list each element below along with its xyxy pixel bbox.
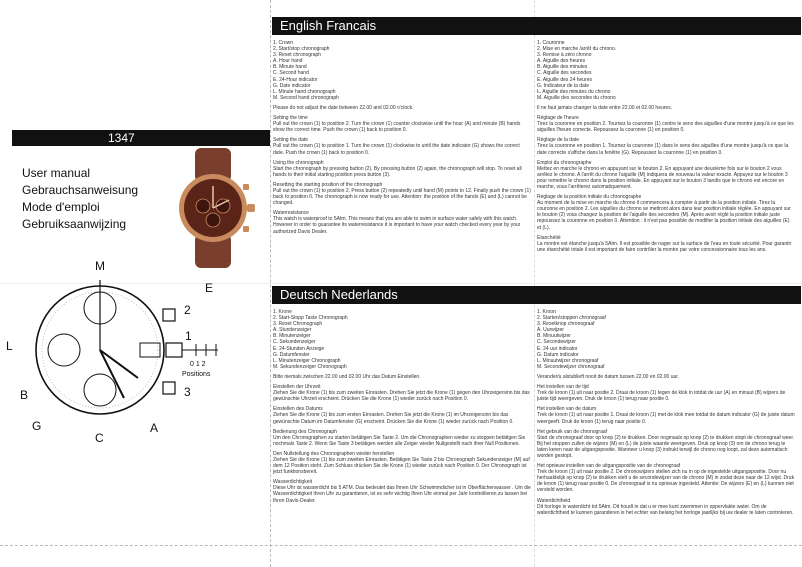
manual-language-item: User manual [22, 166, 91, 180]
cut-line-bottom [0, 545, 802, 546]
text-block: 1. Krone 2. Start-Stopp Taste Chronograph 3. Reset Chronograph A. Stundenzeiger B. Minutenzeiger C. Sekundenzeiger E. 24-Stunden Anzeige G. Datumfenster L. Minutenzeiger Chronograph M. Sekundenzeiger Chronograph [273, 309, 348, 370]
text-block: Emploi du chronographe Mettez en marche le chrono en appuyant sur le bouton 2. En appuyant une deuxième fois sur le bouton 2 vous arrêtez le chrono. A l'arrêt du chrono l'aiguille (M) indiquera de nouveau la valeur exacte. Appuyez sur le bouton 3 pour remettre le chrono dans la position initiale. En appuyant sur le bouton 3 tandis que le chrono est encore en marche, vous l'arrêterez automatiquement. [537, 159, 788, 190]
diagram-label: 3 [184, 385, 191, 399]
text-block: Waterresistance This watch is waterproof to 5Atm. This means that you are able to swim in surface water safely with this watch. However in order to guarantee its waterresistance it is important to have your watch checked every year by your authorized Davis Dealer. [273, 210, 521, 235]
text-block: Réglage de la date Tirez la couronne en position 1. Tournez la couronne (1) dans le sens des aiguilles d'une montre jusqu'à ce que la date correcte s'affiche dans la fenêtre (G). Repoussez la couronne (1) en position 0. [537, 137, 789, 156]
model-number: 1347 [108, 131, 135, 145]
diagram-label: M [95, 259, 105, 273]
text-block: Wasserdichtigkeit Diese Uhr ist wasserdicht bis 5 ATM. Das bedeutet das Ihnen Uhr Schwimmdicher ist in Oberflächenwasser . Um die Wasserdichtigkeit Ihren Uhr zu garantieren, ist es sehr wichtig Ihren Uhr einmal per Jahr kontrollieren zu lassen bei Ihren Davis-Dealer. [273, 479, 531, 504]
watch-diagram [0, 252, 272, 452]
section-header-text: Deutsch Nederlands [280, 287, 398, 302]
text-block: Setting the time Pull out the crown (1) to position 2. Turn the crown (1) counter clockwise until the hour (A) and minute (B) hands show the correct time. Push the crown (1) back to position 0. [273, 115, 521, 134]
text-block: Den Nullstellung des Chronographen wieder herstellen Ziehen Sie die Krone (1) bis zum zweiten Einrasten. Betätigen Sie Taste 2 bis Chronograph Sekundenzeiger (M) auf dem 12 Position steht. Zum Schluss drücken Sie die Krone (1) wieder zurück nach Position 0. Der Chronograph ist jetzt funktionsbereit. [273, 450, 530, 476]
text-block: Setting the date Pull out the crown (1) to position 1. Turn the crown (1) clockwise to until the date indicator (G) shows the correct date. Push the crown (1) back to position 0. [273, 137, 520, 156]
section-header-english-francais [272, 17, 801, 35]
diagram-label: 1 [185, 329, 192, 343]
text-block: Waterdichtheid Dit horloge is waterdicht tot 5Atm. Dit houdt in dat u er mee kunt zwemmen in oppervlakte water. Om de waterdichtheid te kunnen garanderen is het echter van belang het horloge jaarlijks bij uw dealer te laten controleren. [537, 497, 794, 516]
text-block: Réglage de la position initiale du chronographe Au moment de la mise en marche du chrono il commencera à compter à partir de la position initiale. Tirez la couronne en position 2. Les aiguilles du chrono se mettront alors dans leur position initiale réglée. En appuyant sur le bouton (2) vous changez la position de l'aiguille des secondes (M). Après avoir réglé la position initiale juste repoussez la couronne en position 0. Attention : il n'est pas possible de modifier la position initiale des aiguilles (E) et (L). [537, 194, 791, 231]
watch-photo [165, 148, 260, 268]
text-block: 1. Crown 2. Start/stop chronograph 3. Reset chronograph A. Hour hand B. Minute hand C. Second hand E. 24-Hour indicator G. Date indicator L. Minute hand chronograph M. Second hand chronograph [273, 40, 339, 101]
text-block: Het gebruik van de chronograaf Start de chronograaf door op knop (2) te drukken. Door nogmaals op knop (2) te drukken stopt de chronograaf weer. Bij het stoppen zullen de wijzers (M) en (L) de juiste waarde weergeven. Druk op knop (3) om de chrono terug te laten keren naar de uitgangspositie. Wanneer u knop (3) indrukt terwijl de chrono nog loopt, zal deze automatisch worden gestopt. [537, 428, 795, 459]
text-block: Het opnieuw instellen van de uitgangspositie van de chronograaf Trek de kroon (1) uit naar positie 2. De chronowijzers stellen zich nu in op de ingestelde uitgangspositie. Door nu herhaaldelijk op knop (2) te drukken stelt u de secondewijzer van de chrono (M) in zodat deze naar de 12 wijst. Druk de kroon (1) terug naar positie 0. De chronograaf is nu opnieuw ingesteld. Attentie: De wijzers (E) en (L) kunnen niet versteld worden. [537, 463, 795, 494]
manual-language-item: Gebruiksaanwijzing [22, 217, 127, 231]
text-block: Resetting the starting position of the chronograph Pull out the crown (1) to position 2. Press button (2) repeatedly until hand (M) points to 12. Finally push the crown (1) back to position 0. The chronograph is now ready for use. Attention: the position of the hands (E) and (L) cannot be changed. [273, 181, 531, 207]
diagram-label: 2 [184, 303, 191, 317]
french-column [537, 40, 795, 280]
text-block: Il ne faut jamais changer la date entre 22.00 et 02.00 heures. [537, 104, 673, 111]
text-block: Bedienung des Chronograph Um den Chronographen zu starten betätigen Sie Taste 2. Um die Chronographen wieder zu stoppen betätigen Sie nochmals Taste 2. Wenn Sie Taste 3 betätigen werden alle Zeiger wieder Nullgestellt nach ihrer Null Positionen. [273, 428, 526, 447]
text-block: Einstellen der Uhrzeit Ziehen Sie die Krone (1) bis zum zweiten Einrasten. Drehen Sie jetzt die Krone (1) gegen den Uhrzeigersinn bis das gewünschte Uhrzeit erscheint. Drücken Sie die Krone (1) wieder zurück nach Position 0. [273, 384, 530, 403]
model-number-bar [12, 130, 270, 146]
text-block: Het instellen van de datum Trek de kroon (1) uit naar positie 1. Draai de kroon (1) met de klok mee totdat de datum indicator (G) de juiste datum weergeeft. Druk de kroon (1) terug naar positie 0. [537, 406, 795, 425]
positions-label: Positions [182, 371, 211, 378]
manual-language-item: Gebrauchsanweisung [22, 183, 139, 197]
diagram-label: L [6, 339, 13, 353]
manual-language-list [22, 165, 138, 233]
text-block: Einstellen des Datums Ziehen Sie die Krone (1) bis zum ersten Einrasten. Drehen Sie jetzt die Krone (1) im Uhrzeigersinn bis das gewünschte Datum im Datumfenster (G) erscheint. Drücken Sie die Krone (1) wieder zurück nach Position 0. [273, 406, 514, 425]
text-block: Verander/u alstublieft nooit de datum tussen 22.00 en 02.00 uur. [537, 373, 680, 380]
section-header-text: English Francais [280, 18, 377, 33]
text-block: Please do not adjust the date between 22.00 and 02.00 o'clock. [273, 104, 414, 111]
dutch-column [537, 309, 795, 542]
manual-language-item: Mode d'emploi [22, 200, 100, 214]
diagram-label: C [95, 431, 104, 445]
diagram-label: E [205, 281, 214, 295]
text-block: Réglage de l'heure Tirez la couronne en position 2. Tournez la couronne (1) contre le sens des aiguilles d'une montre jusqu'à ce que les aiguilles l'heure correcte. Repoussez la couronne (1) en position 0. [537, 115, 794, 134]
position-numbers: 0 1 2 [190, 361, 206, 368]
text-block: Using the chronograph Start the chronograph by pressing button (2). By pressing button (2) again, the chronograph will stop. To reset all hands to their initial starting position press button (3). [273, 159, 522, 178]
english-column [273, 40, 531, 280]
diagram-label: B [20, 388, 29, 402]
german-column [273, 309, 531, 542]
text-block: Etanchéité La montre est étanche jusqu'à 5Atm. Il est possible de nager sur la surface de l'eau en toute sécurité. Pour garantir une étanchéité totale il est important de faire contrôler la montre par votre concessionnaire tous les ans. [537, 234, 792, 253]
diagram-label: G [32, 419, 42, 433]
text-block: 1. Kroon 2. Starten/stoppen chronograaf 3. Resetknop chronograaf A. Uurwijzer B. Minuutwijzer C. Secondewijzer E. 24 uur indicator G. Datum indicator L. Minuutwijzer chronograaf M. Secondewijzer chronograaf [537, 309, 606, 370]
text-block: 1. Couronne 2. Mise en marche /arrêt du chrono. 3. Remise à zéro chrono A. Aiguille des heures B. Aiguille des minutes C. Aiguille des secondes E. Aiguille des 24 heures G. Indicateur de la date L. Aiguille des minutes du chrono M. Aiguille des secondes du chrono [537, 40, 617, 101]
section-header-deutsch-nederlands [272, 286, 801, 304]
text-block: Bitte niemals zwischen 22.00 und 02.00 Uhr das Datum Einstellen. [273, 373, 421, 380]
text-block: Het instellen van de tijd Trek de kroon (1) uit naar positie 2. Draai de kroon (1) tegen de klok in totdat de uur (A) en minuut (B) wijzers de juiste tijd weergeven. Druk de kroon (1) terug naar positie 0. [537, 384, 786, 403]
diagram-label: A [150, 421, 159, 435]
